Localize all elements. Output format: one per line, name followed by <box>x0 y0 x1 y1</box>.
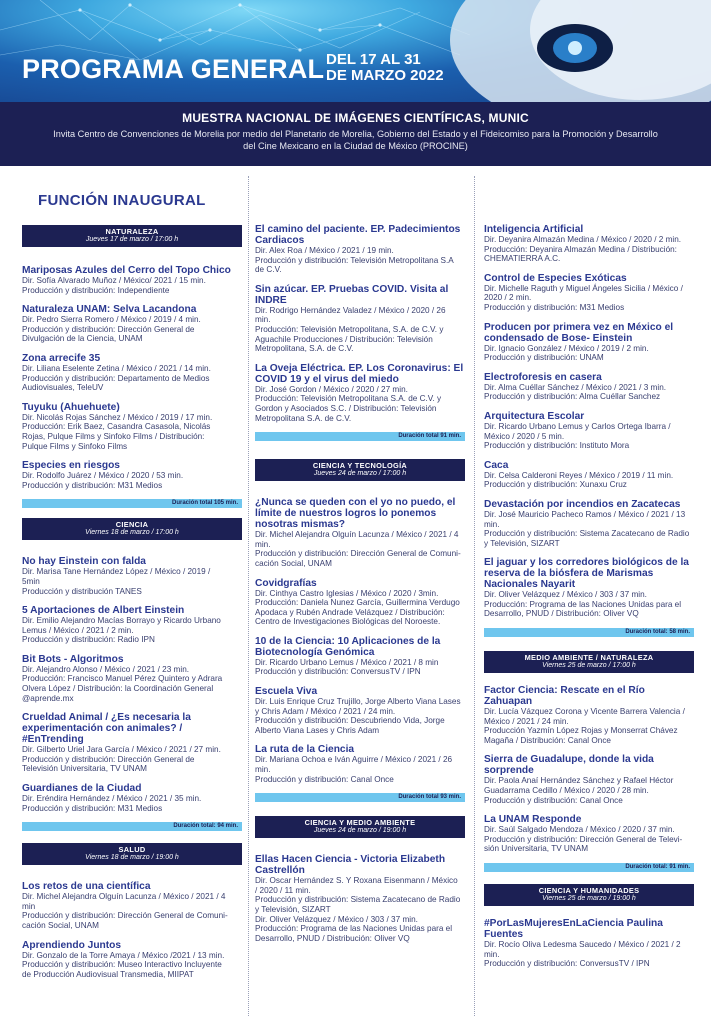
film-title: Control de Especies Exóticas <box>484 272 627 284</box>
film-title: Sin azúcar. EP. Pruebas COVID. Visita al INDRE <box>255 283 449 306</box>
film-credit-line: Dir. Cinthya Castro Iglesias / México / 2020 / 3min. <box>255 588 439 598</box>
section-date: Viernes 18 de marzo / 19:00 h <box>85 854 179 862</box>
film-credit-line: y Televisión, SIZART <box>484 538 560 548</box>
film-credit-line: Dir. Alex Roa / México / 2021 / 19 min. <box>255 246 394 255</box>
section-header <box>255 816 465 838</box>
dates-line-2: DE MARZO 2022 <box>326 67 444 84</box>
film-list <box>484 918 694 969</box>
film-credit-line: Audiovisuales, TeleUV <box>22 383 104 393</box>
film-entry <box>255 744 465 784</box>
film-credit-line: Rojas, Pulque Films y Sinfoko Films / Distribución: <box>22 431 205 441</box>
program-dates <box>326 52 444 84</box>
film-entry <box>484 499 694 548</box>
film-credit-line: Dir. Sofía Alvarado Muñoz / México/ 2021 / 15 min. <box>22 276 206 285</box>
film-credit-line: Dir. José Mauricio Pacheco Ramos / México / 2021 / 13 <box>484 509 686 519</box>
film-credit-line: Dir. Deyanira Almazán Medina / México / 2020 / 2 min. <box>484 235 682 244</box>
film-credit-line: Dir. Emilio Alejandro Macías Borrayo y Ricardo Urbano <box>22 616 221 626</box>
film-entry <box>255 497 465 568</box>
film-entry <box>484 754 694 805</box>
film-credit-line: Producción y distribución: Departamento de Medios <box>22 373 210 383</box>
film-credit-line: Producción y distribución: ConversusTV / IPN <box>484 959 650 969</box>
film-credit-line: Producción y distribución: Canal Once <box>255 774 394 784</box>
film-list <box>22 556 242 813</box>
film-credit-line: min. <box>484 519 500 529</box>
film-credit-line: Dir. Ricardo Urbano Lemus y Carlos Ortega Ibarra / <box>484 421 671 431</box>
film-credit-line: Dir. Mariana Ochoa e Iván Aguirre / México / 2021 / 26 <box>255 755 453 765</box>
film-title: 5 Aportaciones de Albert Einstein <box>22 605 185 617</box>
film-credit-line: Producción: Televisión Metropolitana S.A. de C.V. y <box>255 394 442 404</box>
film-title: Zona arrecife 35 <box>22 352 101 364</box>
film-entry <box>22 712 242 774</box>
film-credit-line: Metropolitana S.A. de C.V. <box>255 413 352 423</box>
header-hero <box>0 0 711 102</box>
film-entry <box>22 605 242 645</box>
program-title: PROGRAMA GENERAL <box>22 54 325 84</box>
section-date: Viernes 25 de marzo / 19:00 h <box>542 895 636 902</box>
film-title: Arquitectura Escolar <box>484 410 585 422</box>
film-credit-line: Producción y distribución: Dirección General de Comuni- <box>255 549 461 559</box>
section-date: Viernes 18 de marzo / 17:00 h <box>85 529 179 537</box>
film-credit-line: Dir. Rodrigo Hernández Valadez / México / 2020 / 26 <box>255 305 446 315</box>
column-divider <box>248 176 249 1016</box>
film-credit-line: Dir. Eréndira Hernández / México / 2021 / 35 min. <box>22 794 202 804</box>
section-date: Viernes 25 de marzo / 17:00 h <box>542 662 636 670</box>
film-entry <box>22 556 242 596</box>
film-credit-line: Apodaca y Rubén Andrade Velázquez / Distribución: <box>255 607 445 617</box>
film-entry <box>22 940 242 980</box>
film-title: Sierra de Guadalupe, donde la vida sorprende <box>484 754 654 777</box>
column-divider <box>474 176 475 1016</box>
film-credit-line: y Chris Adam / México / 2021 / 24 min. <box>255 706 396 716</box>
film-credit-line: @aprende.mx <box>22 693 74 703</box>
section-medio-ambiente-naturaleza <box>484 651 694 872</box>
film-credit-line: Desarrollo, PNUD / Distribución: Oliver VQ <box>484 609 639 619</box>
film-credit-line: Dir. Rodolfo Juárez / México / 2020 / 53 min. <box>22 471 184 481</box>
film-credit-line: cación Social, UNAM <box>255 558 332 568</box>
section-ciencia <box>22 518 242 831</box>
film-credit-line: min <box>22 901 36 911</box>
film-credit-line: Gordon y Asociados S.C. / Distribución: Televisión <box>255 403 437 413</box>
film-entry <box>484 273 694 313</box>
film-credit-line: Producción Yazmín López Rojas y Monserrat Chávez <box>484 726 678 736</box>
film-credit-line: Dir. Marisa Tane Hernández López / México / 2019 / <box>22 567 211 577</box>
film-entry <box>22 353 242 393</box>
film-credit-line: Producción: Francisco Manuel Pérez Quintero y Adrara <box>22 674 223 684</box>
film-credit-line: Aguachile Producciones / Distribución: Televisión <box>255 334 433 344</box>
film-credit-line: Dir. José Gordon / México / 2020 / 27 min. <box>255 384 408 394</box>
inaugural-heading: FUNCIÓN INAUGURAL <box>38 192 206 209</box>
film-credit-line: Producción y distribución: Canal Once <box>484 795 623 805</box>
film-title: #PorLasMujeresEnLaCiencia Paulina Fuentes <box>484 918 663 940</box>
film-list <box>22 265 242 490</box>
film-entry <box>22 783 242 813</box>
film-credit-line: Producción y distribución: ConversusTV / IPN <box>255 667 421 677</box>
film-credit-line: Dir. Oscar Hernández S. Y Roxana Eisenmann / México <box>255 876 458 886</box>
film-credit-line: Televisión Universitaria, TV UNAM <box>22 764 147 774</box>
film-credit-line: Magaña / Distribución: Canal Once <box>484 735 611 745</box>
section-date: Jueves 24 de marzo / 19:00 h <box>313 827 407 835</box>
film-list <box>255 854 465 943</box>
film-credit-line: Producción y distribución: M31 Medios <box>484 302 625 312</box>
film-title: Inteligencia Artificial <box>484 224 584 235</box>
section-name: SALUD <box>118 845 146 855</box>
film-title: Los retos de una científica <box>22 881 151 893</box>
film-list <box>484 224 694 619</box>
film-credit-line: Dir. Michel Alejandra Olguín Lacunza / México / 2021 / 4 <box>22 892 226 902</box>
film-credit-line: Producción: Televisión Metropolitana, S.A. de C.V. y <box>255 324 444 334</box>
film-credit-line: Dir. Ignacio González / México / 2019 / 2 min. <box>484 343 649 353</box>
film-credit-line: México / 2021 / 24 min. <box>484 716 569 726</box>
film-credit-line: Producción y distribución: Dirección General de <box>22 324 195 334</box>
film-credit-line: Divulgación de la Ciencia, UNAM <box>22 334 143 344</box>
film-credit-line: Pulque Films y Sinfoko Films <box>22 441 128 451</box>
film-entry <box>255 854 465 943</box>
film-title: El jaguar y los corredores biológicos de la reserva de la biósfera de Marismas Nacionales Nayarit <box>484 557 689 591</box>
film-credit-line: Desarrollo, PNUD / Distribución: Oliver VQ <box>255 933 410 943</box>
section-ciencia-medio-ambiente <box>255 816 465 943</box>
film-credit-line: cación Social, UNAM <box>22 921 99 930</box>
film-title: La UNAM Responde <box>484 814 582 826</box>
section-name: CIENCIA Y TECNOLOGÍA <box>312 461 408 471</box>
film-credit-line: min. <box>255 539 271 549</box>
film-title: No hay Einstein con falda <box>22 556 146 568</box>
film-entry <box>22 881 242 930</box>
film-title: Escuela Viva <box>255 686 318 698</box>
section-header <box>484 651 694 673</box>
film-credit-line: Producción y distribución: Dirección General de Televi- <box>484 834 683 844</box>
film-credit-line: Guadarrama Cedillo / México / 2020 / 28 min. <box>484 786 649 796</box>
film-entry <box>484 224 694 264</box>
film-title: 10 de la Ciencia: 10 Aplicaciones de la Biotecnología Genómica <box>255 635 441 658</box>
film-entry <box>255 686 465 735</box>
film-credit-line: Producción y distribución: Radio IPN <box>22 635 155 645</box>
film-entry <box>484 685 694 745</box>
film-credit-line: Dir. Michelle Raguth y Miguel Ángeles Sicilia / México / <box>484 283 683 293</box>
film-credit-line: Dir. Lucía Vázquez Corona y Vicente Barrera Valencia / <box>484 707 685 717</box>
film-entry <box>255 578 465 627</box>
section-header <box>484 884 694 906</box>
section-date: Jueves 17 de marzo / 17:00 h <box>85 236 179 243</box>
film-entry <box>22 460 242 490</box>
film-title: El camino del paciente. EP. Padecimientos Cardiacos <box>255 224 461 246</box>
film-entry <box>484 460 694 490</box>
film-entry <box>22 265 242 295</box>
film-credit-line: min. <box>484 949 500 959</box>
section-naturaleza <box>22 225 242 508</box>
film-entry <box>484 372 694 402</box>
film-entry <box>255 284 465 354</box>
section-name: NATURALEZA <box>105 227 159 236</box>
duration-total: Duración total 93 min. <box>255 793 465 802</box>
section-header <box>22 518 242 540</box>
film-title: Caca <box>484 459 509 471</box>
film-credit-line: Dir. Luis Enrique Cruz Trujillo, Jorge Alberto Viana Lases <box>255 697 461 707</box>
section-date: Jueves 24 de marzo / 17:00 h <box>313 470 407 478</box>
film-credit-line: Producción y distribución: Museo Interactivo Incluyente <box>22 960 222 970</box>
film-credit-line: Dir. Saúl Salgado Mendoza / México / 2020 / 37 min. <box>484 825 675 835</box>
film-entry <box>255 224 465 275</box>
banner-title: MUESTRA NACIONAL DE IMÁGENES CIENTÍFICAS, MUNIC <box>182 111 529 125</box>
film-credit-line: Dir. Nicolás Rojas Sánchez / México / 2019 / 17 min. <box>22 412 213 422</box>
film-title: Naturaleza UNAM: Selva Lacandona <box>22 304 197 316</box>
film-credit-line: Producción: Programa de las Naciones Unidas para el <box>484 599 682 609</box>
film-entry <box>255 363 465 423</box>
section-name: MEDIO AMBIENTE / NATURALEZA <box>524 653 654 663</box>
film-credit-line: Dir. Ricardo Urbano Lemus / México / 2021 / 8 min <box>255 657 439 667</box>
section-ciencia-tecnologia <box>255 459 465 802</box>
film-credit-line: Dir. Alma Cuéllar Sánchez / México / 2021 / 3 min. <box>484 382 667 392</box>
film-credit-line: Dir. Liliana Eselente Zetina / México / 2021 / 14 min. <box>22 363 211 373</box>
section-salud <box>22 843 242 979</box>
film-credit-line: sión Universitaria, TV UNAM <box>484 844 589 854</box>
film-title: Mariposas Azules del Cerro del Topo Chico <box>22 265 231 276</box>
film-entry <box>22 304 242 344</box>
film-entry <box>484 918 694 969</box>
film-credit-line: Dir. Paola Anaí Hernández Sánchez y Rafael Héctor <box>484 776 674 786</box>
film-entry <box>484 322 694 363</box>
column-2 <box>255 166 465 952</box>
film-credit-line: Centro de Investigaciones Biológicas del Noroeste. <box>255 617 441 627</box>
film-credit-line: / 2020 / 11 min. <box>255 885 311 895</box>
film-credit-line: Producción: Deyanira Almazán Medina / Distribución: <box>484 244 677 254</box>
section-header <box>255 459 465 481</box>
film-title: Especies en riesgos <box>22 460 120 472</box>
film-credit-line: Producción y distribución: Sistema Zacatecano de Radio <box>484 529 690 539</box>
duration-total: Duración total 91 min. <box>255 432 465 441</box>
section-name: CIENCIA Y MEDIO AMBIENTE <box>304 818 416 828</box>
film-title: Aprendiendo Juntos <box>22 939 122 951</box>
munic-banner <box>0 102 711 166</box>
film-credit-line: Producción y distribución TANES <box>22 586 142 596</box>
film-title: Factor Ciencia: Rescate en el Río Zahuapan <box>484 685 645 708</box>
film-credit-line: Producción y distribución: UNAM <box>484 353 604 363</box>
film-title: Guardianes de la Ciudad <box>22 783 142 795</box>
film-credit-line: Dir. Michel Alejandra Olguín Lacunza / México / 2021 / 4 <box>255 530 459 540</box>
film-entry <box>484 411 694 451</box>
film-title: Tuyuku (Ahuehuete) <box>22 401 120 413</box>
film-credit-line: y Televisión, SIZART <box>255 905 331 914</box>
film-title: Crueldad Animal / ¿Es necesaria la experimentación con animales? / #EnTrending <box>22 712 191 746</box>
film-list <box>484 685 694 854</box>
film-credit-line: Dir. Oliver Velázquez / México / 303 / 37 min. <box>484 590 647 600</box>
film-credit-line: min. <box>255 765 271 775</box>
duration-total: Duración total: 94 min. <box>22 822 242 831</box>
film-credit-line: 2020 / 2 min. <box>484 293 532 303</box>
section-name: CIENCIA Y HUMANIDADES <box>538 886 640 895</box>
duration-total: Duración total: 58 min. <box>484 628 694 637</box>
section-header <box>22 225 242 247</box>
film-credit-line: Producción y distribución: M31 Medios <box>22 480 163 490</box>
film-entry <box>484 557 694 619</box>
film-credit-line: Dir. Alejandro Alonso / México / 2021 / 23 min. <box>22 664 190 674</box>
film-title: Devastación por incendios en Zacatecas <box>484 498 681 510</box>
film-credit-line: Metropolitana, S.A. de C.V. <box>255 344 354 354</box>
film-list <box>22 881 242 979</box>
film-credit-line: Producción y distribución: Dirección General de <box>22 754 195 764</box>
film-credit-line: Producción y distribución: Sistema Zacatecano de Radio <box>255 895 461 905</box>
film-credit-line: Dir. Celsa Calderoni Reyes / México / 2019 / 11 min. <box>484 470 674 480</box>
film-title: La Oveja Eléctrica. EP. Los Coronavirus: El COVID 19 y el virus del miedo <box>255 362 464 385</box>
film-entry <box>255 636 465 677</box>
film-credit-line: Producción: Daniela Nunez García, Guillermina Verdugo <box>255 598 460 608</box>
film-entry <box>22 654 242 703</box>
film-credit-line: Producción: Programa de las Naciones Unidas para el <box>255 924 453 934</box>
film-entry <box>484 814 694 854</box>
film-credit-line: Dir. Rocío Oliva Ledesma Saucedo / México / 2021 / 2 <box>484 940 681 949</box>
film-credit-line: Producción y distribución: Alma Cuéllar Sanchez <box>484 392 661 402</box>
dates-line-1: DEL 17 AL 31 <box>326 51 421 68</box>
film-title: Bit Bots - Algoritmos <box>22 653 124 665</box>
film-credit-line: Olvera López / Distribución: la Coordinación General <box>22 684 214 694</box>
duration-total: Duración total: 91 min. <box>484 863 694 872</box>
film-credit-line: México / 2020 / 5 min. <box>484 431 565 441</box>
column-3 <box>484 166 694 978</box>
film-credit-line: Alberto Viana Lases y Chris Adam <box>255 725 380 735</box>
film-title: Ellas Hacen Ciencia - Victoria Elizabeth Castrellón <box>255 854 446 877</box>
film-credit-line: Dir. Gilberto Uriel Jara García / México / 2021 / 27 min. <box>22 745 221 755</box>
film-title: Covidgrafías <box>255 577 317 589</box>
film-title: ¿Nunca se queden con el yo no puedo, el límite de nuestros logros lo ponemos nosotras mismas? <box>255 497 456 531</box>
film-credit-line: Dir. Gonzalo de la Torre Amaya / México /2021 / 13 min. <box>22 950 225 960</box>
column-1 <box>22 166 242 988</box>
film-entry <box>22 402 242 451</box>
film-credit-line: Producción y distribución: Instituto Mora <box>484 441 630 451</box>
film-credit-line: Dir. Oliver Velázquez / México / 303 / 37 min. <box>255 914 418 924</box>
duration-total: Duración total 105 min. <box>22 499 242 508</box>
film-credit-line: Producción y distribución: Dirección General de Comuni- <box>22 911 228 921</box>
film-list <box>255 497 465 784</box>
section-header <box>22 843 242 865</box>
film-title: Producen por primera vez en México el condensado de Bose- Einstein <box>484 321 674 344</box>
film-credit-line: Producción y distribución: Xunaxu Cruz <box>484 480 627 490</box>
section-ciencia-humanidades <box>484 884 694 969</box>
film-credit-line: Dir. Pedro Sierra Romero / México / 2019 / 4 min. <box>22 315 201 325</box>
film-credit-line: min. <box>255 315 271 325</box>
film-credit-line: Producción y distribución: M31 Medios <box>22 803 163 813</box>
film-credit-line: Producción y distribución: Descubriendo Vida, Jorge <box>255 716 445 726</box>
film-list <box>255 224 465 423</box>
film-credit-line: Lemus / México / 2021 / 2 min. <box>22 625 134 635</box>
film-credit-line: Producción: Erik Baez, Casandra Casasola, Nicolás <box>22 422 211 432</box>
film-credit-line: CHEMATIERRA A.C. <box>484 254 561 264</box>
film-credit-line: 5min <box>22 576 40 586</box>
film-credit-line: Producción y distribución: Televisión Metropolitana S.A <box>255 255 454 265</box>
film-title: La ruta de la Ciencia <box>255 744 355 756</box>
banner-subtitle: Invita Centro de Convenciones de Morelia por medio del Planetario de Morelia, Gobierno del Estado y el Fideicomiso para la Promoción y Desarrollo del Cine Mexicano en la Ciudad de México (PROCINE) <box>53 129 658 151</box>
section-name: CIENCIA <box>115 520 149 530</box>
film-title: Electroforesis en casera <box>484 371 602 383</box>
film-credit-line: Producción y distribución: Independiente <box>22 285 170 295</box>
film-credit-line: de Producción Audiovisual Transmedia, MIIPAT <box>22 969 194 979</box>
film-credit-line: de C.V. <box>255 265 282 275</box>
